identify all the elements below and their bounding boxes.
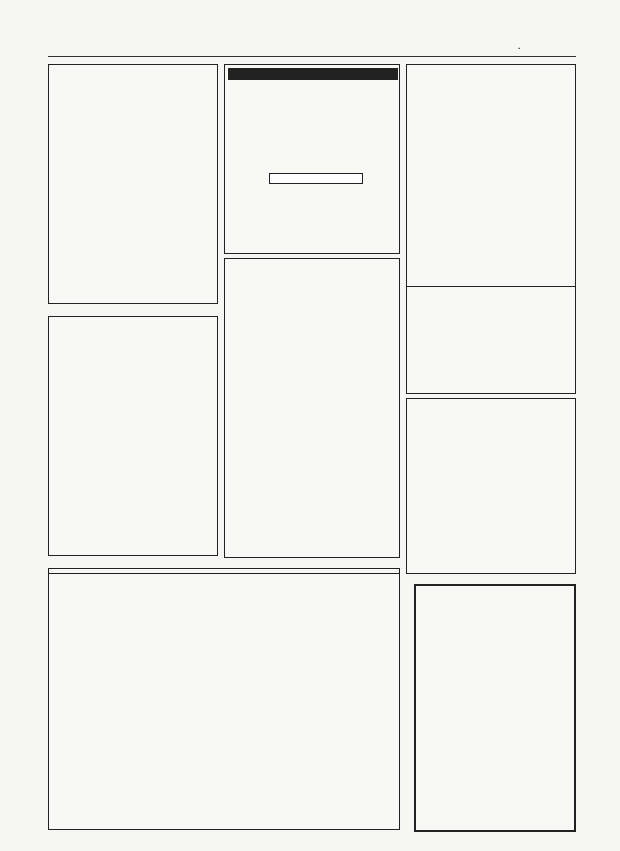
chart-banner bbox=[269, 173, 363, 184]
dinero-box bbox=[406, 286, 576, 394]
anuncio-box bbox=[414, 584, 576, 832]
chart-svg bbox=[225, 65, 401, 255]
masthead bbox=[222, 38, 226, 55]
seguro-box bbox=[406, 398, 576, 574]
billetes-box bbox=[224, 258, 400, 558]
oro-box bbox=[48, 568, 400, 830]
divisas-box bbox=[48, 64, 218, 304]
tipo-intervencion-chart bbox=[224, 64, 400, 254]
header-rule bbox=[48, 56, 576, 57]
page-number: · bbox=[518, 44, 521, 53]
sistema-box bbox=[406, 64, 576, 290]
sistema-unit bbox=[407, 71, 569, 78]
ecu-box bbox=[48, 316, 218, 556]
